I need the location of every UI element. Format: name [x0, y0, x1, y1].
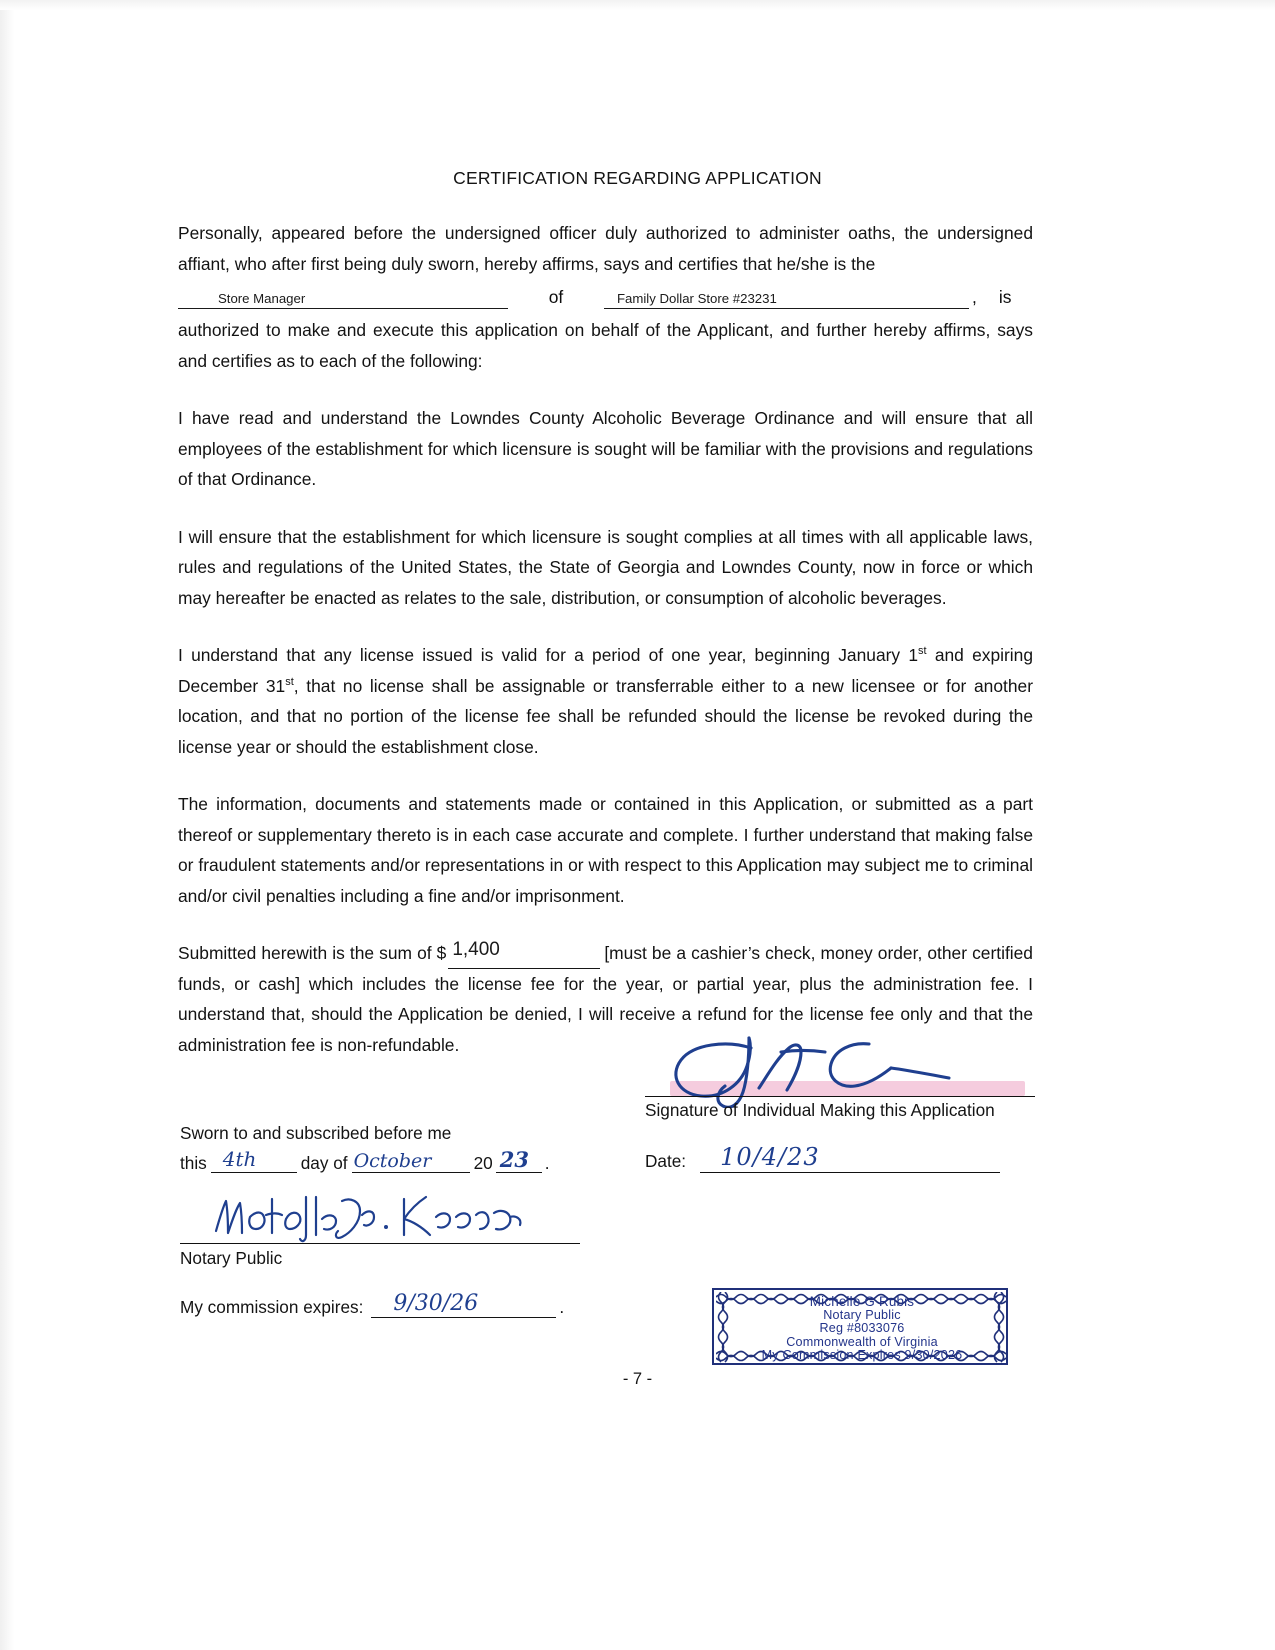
- signature-caption: Signature of Individual Making this Application: [645, 1100, 995, 1120]
- stamp-notary-role: Notary Public: [823, 1307, 901, 1322]
- day-field[interactable]: [211, 1147, 297, 1173]
- year-value: 23: [499, 1147, 529, 1172]
- commission-expiry-field[interactable]: [371, 1291, 556, 1318]
- comma-separator: ,: [972, 287, 977, 307]
- date-field[interactable]: [700, 1143, 1000, 1173]
- notary-signature-ink: [210, 1191, 540, 1247]
- sum-prefix-label: Submitted herewith is the sum of $: [178, 943, 447, 963]
- date-value: 10/4/23: [720, 1143, 820, 1171]
- sum-amount-value: 1,400: [452, 939, 500, 960]
- sum-amount-field[interactable]: [448, 939, 600, 969]
- paragraph-accuracy: The information, documents and statements made or contained in this Application, or submitted as a part thereof or supplementary thereto is in each case accurate and complete. I further understand that making false or fraudulent statements and/or representations in or with respect to this Application may subject me to criminal and/or civil penalties including a fine and/or imprisonment.: [178, 794, 1033, 906]
- sworn-line-1: Sworn to and subscribed before me: [180, 1123, 452, 1143]
- is-label: is: [998, 287, 1012, 307]
- sworn-statement-block: [180, 1123, 610, 1177]
- date-row: [645, 1143, 1045, 1173]
- paragraph-compliance: I will ensure that the establishment for which licensure is sought complies at all times with all applicable laws, rules and regulations of the United States, the State of Georgia and Lowndes County, now in force or which may hereafter be enacted as relates to the sale, distribution, or consumption of alcoholic beverages.: [178, 526, 1033, 608]
- month-field[interactable]: [352, 1151, 470, 1173]
- page-title: CERTIFICATION REGARDING APPLICATION: [453, 168, 822, 188]
- ordinal-suffix-first: st: [918, 645, 927, 658]
- paragraph-license-term: [178, 640, 1033, 762]
- sworn-period: .: [544, 1153, 550, 1173]
- of-label: of: [548, 287, 564, 307]
- license-term-part-a: I understand that any license issued is valid for a period of one year, beginning January 1: [178, 645, 919, 665]
- affiant-title-value: Store Manager: [218, 291, 306, 306]
- intro-paragraph-line2: authorized to make and execute this application on behalf of the Applicant, and further hereby affirms, says and certifies as to each of the following:: [178, 320, 1033, 371]
- affiant-title-field[interactable]: [178, 283, 508, 309]
- day-of-label: day of: [300, 1153, 348, 1173]
- month-value: October: [353, 1150, 432, 1172]
- affiant-title-row: [178, 283, 1033, 309]
- commission-expiry-row: [180, 1291, 565, 1318]
- commission-expiry-label: My commission expires:: [180, 1297, 364, 1317]
- document-body: [178, 218, 1033, 1087]
- stamp-registration-number: Reg #8033076: [819, 1321, 905, 1336]
- date-label: Date:: [645, 1151, 687, 1171]
- intro-paragraph-line1: Personally, appeared before the undersigned officer duly authorized to administer oaths, the undersigned affiant, who after first being duly sworn, hereby affirms, says and certifies that he/she is the: [178, 223, 1033, 274]
- license-term-part-c: , that no license shall be assignable or transferrable either to a new licensee or for another location, and that no portion of the license fee shall be refunded should the license be revoked during the license year or should the establishment close.: [178, 675, 1033, 757]
- notary-stamp: [712, 1288, 1008, 1365]
- license-term-part-b: and expiring December 31: [178, 645, 1033, 696]
- stamp-commission-expiration: My Commission Expires 9/30/2026: [761, 1348, 963, 1363]
- year-field[interactable]: [496, 1147, 542, 1173]
- sum-suffix-text: [must be a cashier’s check, money order, other certified funds, or cash] which includes the license fee for the year, or partial year, plus the administration fee. I understand that, should the Application be denied, I will receive a refund for the license fee only and that the administration fee is non-refundable.: [178, 943, 1033, 1055]
- applicant-signature-ink: [655, 1036, 985, 1108]
- day-value: 4th: [222, 1147, 257, 1171]
- ordinal-suffix-thirtyfirst: st: [285, 675, 294, 688]
- commission-expiry-period: .: [559, 1297, 565, 1317]
- notary-public-label: Notary Public: [180, 1248, 283, 1268]
- signature-rule: [645, 1096, 1035, 1097]
- entity-name-field[interactable]: [604, 283, 969, 309]
- this-label: this: [180, 1153, 207, 1173]
- stamp-jurisdiction: Commonwealth of Virginia: [786, 1334, 938, 1349]
- sworn-line-2: [180, 1147, 610, 1177]
- year-prefix-label: 20: [473, 1153, 493, 1173]
- stamp-notary-name: Michelle G Rubis: [809, 1294, 915, 1309]
- page-number: - 7 -: [622, 1370, 653, 1388]
- notary-signature-rule: [180, 1243, 580, 1244]
- paragraph-ordinance: I have read and understand the Lowndes County Alcoholic Beverage Ordinance and will ensure that all employees of the establishment for which licensure is sought will be familiar with the provisions and regulations of that Ordinance.: [178, 408, 1033, 489]
- commission-expiry-value: 9/30/26: [393, 1291, 479, 1316]
- notary-stamp-text: [714, 1295, 1010, 1363]
- entity-name-value: Family Dollar Store #23231: [617, 291, 777, 306]
